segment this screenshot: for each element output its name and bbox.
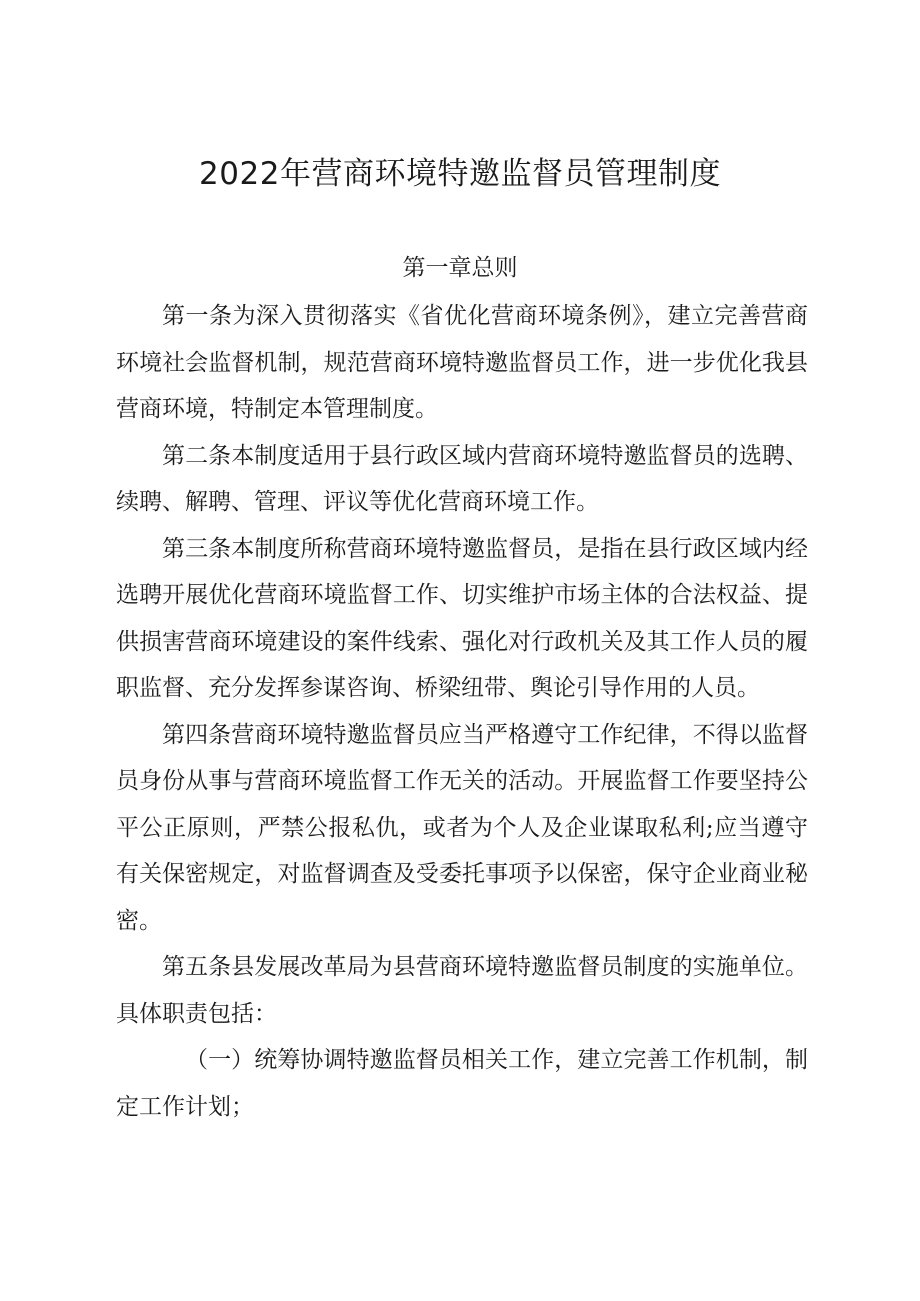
chapter-heading: 第一章总则 (402, 255, 518, 281)
document-body (116, 293, 808, 1130)
article-2-paragraph: 第二条本制度适用于县行政区域内营商环境特邀监督员的选聘、续聘、解聘、管理、评议等优化营商环境工作。 (116, 442, 808, 515)
article-5-paragraph: 第五条县发展改革局为县营商环境特邀监督员制度的实施单位。具体职责包括： (116, 954, 808, 1027)
article-5-item-1: （一）统筹协调特邀监督员相关工作，建立完善工作机制，制定工作计划； (116, 1047, 808, 1120)
document-title: 2022年营商环境特邀监督员管理制度 (199, 156, 721, 192)
article-4-paragraph: 第四条营商环境特邀监督员应当严格遵守工作纪律，不得以监督员身份从事与营商环境监督工作无关的活动。开展监督工作要坚持公平公正原则，严禁公报私仇，或者为个人及企业谋取私利;应当遵守有关保密规定，对监督调查及受委托事项予以保密，保守企业商业秘密。 (116, 721, 808, 934)
article-1-paragraph: 第一条为深入贯彻落实《省优化营商环境条例》，建立完善营商环境社会监督机制，规范营商环境特邀监督员工作，进一步优化我县营商环境，特制定本管理制度。 (116, 303, 808, 422)
article-3-paragraph: 第三条本制度所称营商环境特邀监督员，是指在县行政区域内经选聘开展优化营商环境监督工作、切实维护市场主体的合法权益、提供损害营商环境建设的案件线索、强化对行政机关及其工作人员的履职监督、充分发挥参谋咨询、桥梁纽带、舆论引导作用的人员。 (116, 535, 808, 701)
